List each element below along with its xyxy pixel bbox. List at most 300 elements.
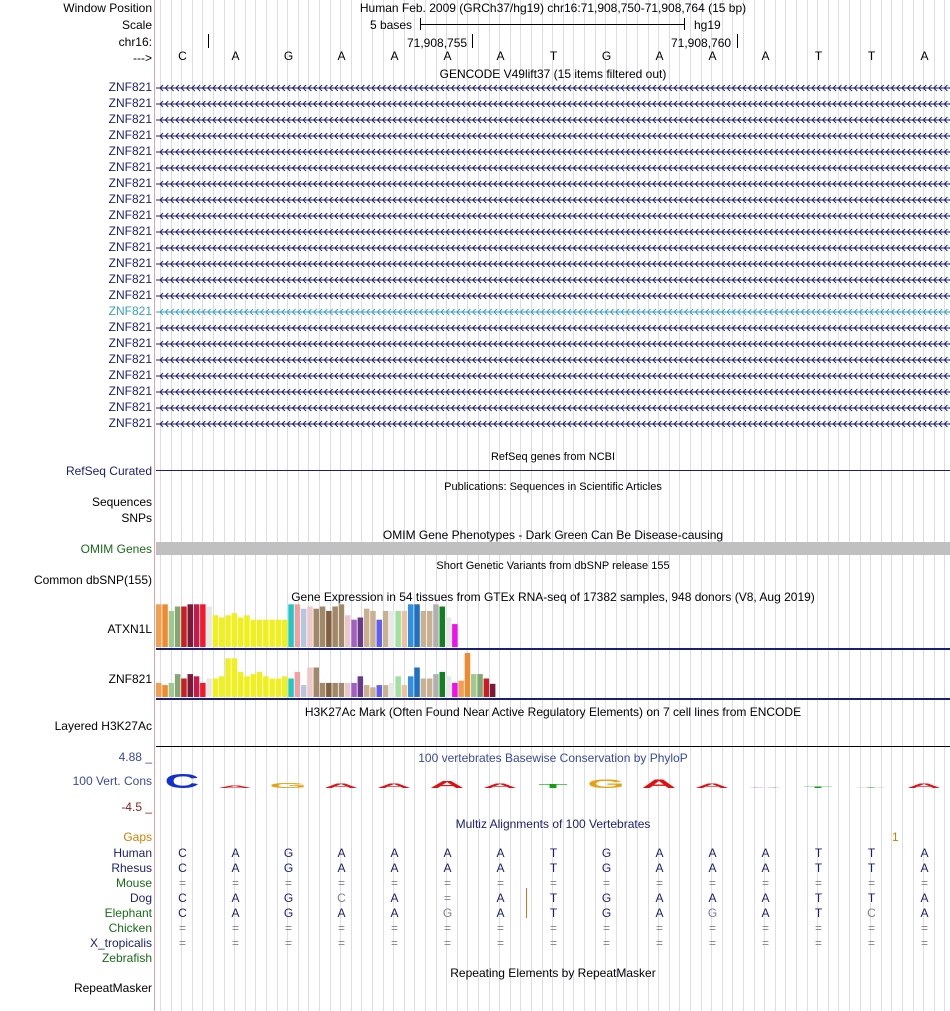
alignment-base: A bbox=[496, 906, 505, 920]
window-position-label: Window Position bbox=[63, 1, 152, 15]
znf821-tissue-bar[interactable] bbox=[213, 679, 219, 698]
phylop-base-letter: C bbox=[164, 770, 200, 793]
alignment-base: = bbox=[655, 876, 663, 890]
scale-bar-text: 5 bases bbox=[370, 18, 413, 32]
gene-feature[interactable] bbox=[156, 100, 950, 108]
znf821-tissue-bar[interactable] bbox=[351, 683, 357, 697]
pubs-track-title[interactable]: Publications: Sequences in Scientific Articles bbox=[444, 481, 662, 493]
track-label-divider bbox=[154, 0, 155, 1011]
alignment-base: = bbox=[178, 876, 186, 890]
gene-label[interactable]: ZNF821 bbox=[108, 80, 152, 94]
omim-feature-bar[interactable] bbox=[156, 542, 950, 555]
znf821-tissue-bar[interactable] bbox=[162, 685, 168, 697]
gene-label[interactable]: ZNF821 bbox=[108, 208, 152, 222]
alignment-base: A bbox=[390, 861, 399, 875]
alignment-base: = bbox=[231, 876, 239, 890]
alignment-base: A bbox=[390, 891, 399, 905]
alignment-base: T bbox=[549, 846, 558, 860]
gtex-bar-chart[interactable] bbox=[156, 600, 950, 702]
znf821-tissue-bar[interactable] bbox=[408, 676, 414, 697]
alignment-base: T bbox=[814, 906, 823, 920]
alignment-base: = bbox=[761, 936, 769, 950]
h3k27ac-track-title[interactable]: H3K27Ac Mark (Often Found Near Active Regulatory Elements) on 7 cell lines from ENCODE bbox=[304, 705, 802, 719]
gene-label[interactable]: ZNF821 bbox=[108, 224, 152, 238]
dna-base: A bbox=[231, 49, 240, 63]
scale-label: Scale bbox=[121, 18, 152, 32]
gene-feature[interactable] bbox=[156, 148, 950, 156]
znf821-tissue-bar[interactable] bbox=[332, 683, 338, 697]
pubs-label-snps[interactable]: SNPs bbox=[121, 511, 152, 525]
gene-label[interactable]: ZNF821 bbox=[108, 400, 152, 414]
atxn1l-tissue-bar[interactable] bbox=[370, 611, 376, 647]
assembly-position-title: Human Feb. 2009 (GRCh37/hg19) chr16:71,908,750-71,908,764 (15 bp) bbox=[359, 1, 747, 15]
gtex-gene-atxn1l[interactable]: ATXN1L bbox=[107, 622, 152, 636]
alignment-base: A bbox=[337, 906, 346, 920]
species-label[interactable]: Mouse bbox=[115, 876, 152, 890]
dna-base: G bbox=[601, 49, 612, 63]
dna-base: A bbox=[655, 49, 664, 63]
gene-feature[interactable] bbox=[156, 132, 950, 140]
znf821-tissue-bar[interactable] bbox=[452, 683, 458, 697]
atxn1l-tissue-bar[interactable] bbox=[175, 607, 181, 648]
atxn1l-tissue-bar[interactable] bbox=[156, 604, 162, 647]
alignment-base: G bbox=[601, 861, 612, 875]
gene-feature[interactable] bbox=[156, 340, 950, 348]
gencode-track-title[interactable]: GENCODE V49lift37 (15 items filtered out) bbox=[439, 67, 667, 81]
znf821-tissue-bar[interactable] bbox=[251, 674, 257, 697]
alignment-base: = bbox=[920, 921, 928, 935]
omim-track-title[interactable]: OMIM Gene Phenotypes - Dark Green Can Be Disease-causing bbox=[382, 528, 724, 542]
alignment-base: = bbox=[602, 936, 610, 950]
dbsnp-track-title[interactable]: Short Genetic Variants from dbSNP release 155 bbox=[436, 560, 670, 572]
atxn1l-tissue-bar[interactable] bbox=[269, 620, 275, 647]
alignment-base: = bbox=[761, 921, 769, 935]
phylop-base-letter: G bbox=[587, 777, 625, 791]
gene-feature[interactable] bbox=[156, 228, 950, 236]
alignment-base: = bbox=[284, 936, 292, 950]
phylop-base-letter: A bbox=[694, 782, 730, 790]
atxn1l-tissue-bar[interactable] bbox=[295, 604, 301, 647]
phylop-base-letter: A bbox=[323, 782, 359, 790]
dog-insertion-marker bbox=[526, 888, 527, 918]
gene-feature[interactable] bbox=[156, 164, 950, 172]
alignment-base: = bbox=[602, 876, 610, 890]
alignment-base: = bbox=[178, 921, 186, 935]
znf821-tissue-bar[interactable] bbox=[282, 676, 288, 697]
atxn1l-tissue-bar[interactable] bbox=[276, 620, 282, 647]
znf821-tissue-bar[interactable] bbox=[320, 683, 326, 697]
omim-label[interactable]: OMIM Genes bbox=[80, 542, 152, 556]
gene-label[interactable]: ZNF821 bbox=[108, 384, 152, 398]
znf821-tissue-bar[interactable] bbox=[414, 668, 420, 698]
znf821-tissue-bar[interactable] bbox=[364, 685, 370, 697]
znf821-tissue-bar[interactable] bbox=[232, 658, 238, 697]
atxn1l-tissue-bar[interactable] bbox=[307, 607, 313, 648]
alignment-base: = bbox=[867, 876, 875, 890]
scale-bar bbox=[420, 24, 684, 25]
atxn1l-tissue-bar[interactable] bbox=[301, 609, 307, 647]
gene-feature[interactable] bbox=[156, 388, 950, 396]
atxn1l-tissue-bar[interactable] bbox=[452, 624, 458, 647]
alignment-base: A bbox=[761, 891, 770, 905]
znf821-tissue-bar[interactable] bbox=[263, 676, 269, 697]
znf821-tissue-bar[interactable] bbox=[395, 676, 401, 697]
phylop-base-letter: T bbox=[538, 783, 568, 790]
znf821-tissue-bar[interactable] bbox=[194, 676, 200, 697]
alignment-base: A bbox=[231, 846, 240, 860]
alignment-base: G bbox=[442, 906, 453, 920]
gene-label[interactable]: ZNF821 bbox=[108, 416, 152, 430]
atxn1l-tissue-bar[interactable] bbox=[194, 604, 200, 647]
gene-feature[interactable] bbox=[156, 404, 950, 412]
alignment-base: = bbox=[496, 921, 504, 935]
atxn1l-tissue-bar[interactable] bbox=[339, 604, 345, 647]
species-label[interactable]: Rhesus bbox=[111, 861, 152, 875]
alignment-base: = bbox=[549, 876, 557, 890]
atxn1l-tissue-bar[interactable] bbox=[232, 613, 238, 647]
znf821-tissue-bar[interactable] bbox=[188, 674, 194, 697]
alignment-base: A bbox=[920, 891, 929, 905]
gene-label[interactable]: ZNF821 bbox=[108, 240, 152, 254]
species-label[interactable]: Human bbox=[113, 846, 152, 860]
dna-base: A bbox=[708, 49, 717, 63]
gene-label[interactable]: ZNF821 bbox=[108, 288, 152, 302]
znf821-tissue-bar[interactable] bbox=[465, 653, 471, 697]
atxn1l-tissue-bar[interactable] bbox=[282, 620, 288, 647]
phylop-base-letter: A bbox=[376, 782, 412, 790]
ruler-tick-label: 71,908,760 bbox=[671, 36, 732, 50]
znf821-tissue-bar[interactable] bbox=[238, 672, 244, 697]
alignment-base: = bbox=[708, 876, 716, 890]
alignment-base: T bbox=[867, 891, 876, 905]
znf821-tissue-bar[interactable] bbox=[301, 685, 307, 697]
znf821-tissue-bar[interactable] bbox=[257, 672, 263, 697]
alignment-base: = bbox=[920, 936, 928, 950]
znf821-tissue-bar[interactable] bbox=[326, 683, 332, 697]
phylop-base-letter: A bbox=[217, 784, 253, 789]
znf821-tissue-bar[interactable] bbox=[433, 674, 439, 697]
alignment-base: = bbox=[337, 921, 345, 935]
atxn1l-tissue-bar[interactable] bbox=[314, 609, 320, 647]
alignment-base: = bbox=[231, 921, 239, 935]
znf821-tissue-bar[interactable] bbox=[314, 668, 320, 698]
alignment-base: A bbox=[655, 906, 664, 920]
alignment-base: = bbox=[814, 936, 822, 950]
znf821-tissue-bar[interactable] bbox=[269, 679, 275, 698]
znf821-tissue-bar[interactable] bbox=[288, 679, 294, 698]
alignment-base: G bbox=[601, 891, 612, 905]
alignment-base: A bbox=[496, 891, 505, 905]
atxn1l-tissue-bar[interactable] bbox=[421, 611, 427, 647]
alignment-base: = bbox=[337, 936, 345, 950]
znf821-tissue-bar[interactable] bbox=[219, 676, 225, 697]
znf821-tissue-bar[interactable] bbox=[156, 683, 162, 697]
gene-label[interactable]: ZNF821 bbox=[108, 160, 152, 174]
gene-label[interactable]: ZNF821 bbox=[108, 304, 152, 318]
alignment-base: T bbox=[814, 846, 823, 860]
atxn1l-tissue-bar[interactable] bbox=[358, 618, 364, 648]
gene-feature[interactable] bbox=[156, 324, 950, 332]
alignment-base: = bbox=[867, 936, 875, 950]
atxn1l-tissue-bar[interactable] bbox=[244, 615, 250, 647]
alignment-base: T bbox=[549, 861, 558, 875]
gene-feature[interactable] bbox=[156, 276, 950, 284]
gene-feature[interactable] bbox=[156, 372, 950, 380]
phylop-track-title[interactable]: 100 vertebrates Basewise Conservation by PhyloP bbox=[418, 751, 688, 765]
dna-base: A bbox=[390, 49, 399, 63]
znf821-baseline bbox=[156, 698, 950, 700]
alignment-base: = bbox=[761, 876, 769, 890]
chrom-label: chr16: bbox=[118, 35, 152, 49]
gene-feature[interactable] bbox=[156, 244, 950, 252]
dbsnp-label[interactable]: Common dbSNP(155) bbox=[33, 573, 152, 587]
gene-label[interactable]: ZNF821 bbox=[108, 272, 152, 286]
atxn1l-tissue-bar[interactable] bbox=[377, 620, 383, 647]
gene-label[interactable]: ZNF821 bbox=[108, 192, 152, 206]
phylop-base-letter: G bbox=[269, 781, 307, 790]
alignment-base: A bbox=[496, 846, 505, 860]
atxn1l-tissue-bar[interactable] bbox=[351, 620, 357, 647]
znf821-tissue-bar[interactable] bbox=[427, 679, 433, 698]
znf821-tissue-bar[interactable] bbox=[458, 681, 464, 697]
phylop-base-letter: A bbox=[429, 779, 465, 791]
alignment-base: = bbox=[284, 921, 292, 935]
gtex-track-title[interactable]: Gene Expression in 54 tissues from GTEx RNA-seq of 17382 samples, 948 donors (V8, Aug 2019) bbox=[291, 590, 815, 604]
gene-feature[interactable] bbox=[156, 260, 950, 268]
alignment-base: A bbox=[443, 861, 452, 875]
species-label[interactable]: Chicken bbox=[108, 921, 152, 935]
atxn1l-tissue-bar[interactable] bbox=[440, 607, 446, 648]
alignment-base: A bbox=[231, 891, 240, 905]
znf821-tissue-bar[interactable] bbox=[421, 679, 427, 698]
alignment-base: A bbox=[337, 861, 346, 875]
dna-base: C bbox=[178, 49, 187, 63]
repeatmasker-track-title[interactable]: Repeating Elements by RepeatMasker bbox=[450, 966, 656, 980]
phylop-base-letter: A bbox=[482, 782, 518, 790]
znf821-tissue-bar[interactable] bbox=[345, 683, 351, 697]
znf821-tissue-bar[interactable] bbox=[169, 683, 175, 697]
znf821-tissue-bar[interactable] bbox=[358, 676, 364, 697]
multiz-track-title[interactable]: Multiz Alignments of 100 Vertebrates bbox=[455, 817, 651, 831]
znf821-tissue-bar[interactable] bbox=[477, 674, 483, 697]
alignment-base: A bbox=[655, 861, 664, 875]
gene-feature[interactable] bbox=[156, 116, 950, 124]
znf821-tissue-bar[interactable] bbox=[383, 685, 389, 697]
species-label[interactable]: Elephant bbox=[104, 906, 152, 920]
znf821-tissue-bar[interactable] bbox=[206, 679, 212, 698]
atxn1l-tissue-bar[interactable] bbox=[345, 615, 351, 647]
znf821-tissue-bar[interactable] bbox=[181, 679, 187, 698]
alignment-base: G bbox=[283, 846, 294, 860]
znf821-tissue-bar[interactable] bbox=[402, 685, 408, 697]
alignment-base: A bbox=[390, 846, 399, 860]
atxn1l-tissue-bar[interactable] bbox=[251, 620, 257, 647]
znf821-tissue-bar[interactable] bbox=[446, 676, 452, 697]
repeatmasker-label[interactable]: RepeatMasker bbox=[73, 981, 152, 995]
refseq-label[interactable]: RefSeq Curated bbox=[65, 464, 152, 478]
dna-base: A bbox=[761, 49, 770, 63]
alignment-base: T bbox=[549, 891, 558, 905]
alignment-base: = bbox=[496, 876, 504, 890]
alignment-base: C bbox=[867, 906, 876, 920]
znf821-tissue-bar[interactable] bbox=[370, 687, 376, 697]
refseq-track-title[interactable]: RefSeq genes from NCBI bbox=[490, 451, 616, 463]
alignment-base: T bbox=[867, 861, 876, 875]
gene-label[interactable]: ZNF821 bbox=[108, 144, 152, 158]
alignment-base: T bbox=[867, 846, 876, 860]
znf821-tissue-bar[interactable] bbox=[440, 672, 446, 697]
alignment-base: A bbox=[231, 906, 240, 920]
alignment-base: = bbox=[284, 876, 292, 890]
atxn1l-tissue-bar[interactable] bbox=[288, 604, 294, 647]
alignment-base: G bbox=[707, 906, 718, 920]
alignment-base: A bbox=[337, 846, 346, 860]
gene-feature[interactable] bbox=[156, 420, 950, 428]
alignment-base: = bbox=[496, 936, 504, 950]
gene-label[interactable]: ZNF821 bbox=[108, 96, 152, 110]
alignment-base: C bbox=[337, 891, 346, 905]
atxn1l-tissue-bar[interactable] bbox=[364, 609, 370, 647]
atxn1l-tissue-bar[interactable] bbox=[162, 604, 168, 647]
gene-feature[interactable] bbox=[156, 292, 950, 300]
gene-feature[interactable] bbox=[156, 196, 950, 204]
alignment-base: = bbox=[549, 936, 557, 950]
alignment-base: A bbox=[655, 891, 664, 905]
gene-label[interactable]: ZNF821 bbox=[108, 128, 152, 142]
znf821-tissue-bar[interactable] bbox=[225, 658, 231, 697]
alignment-base: C bbox=[178, 906, 187, 920]
znf821-tissue-bar[interactable] bbox=[377, 685, 383, 697]
alignment-base: = bbox=[602, 921, 610, 935]
atxn1l-tissue-bar[interactable] bbox=[225, 615, 231, 647]
gtex-gene-znf821[interactable]: ZNF821 bbox=[108, 672, 152, 686]
phylop-base-letter: A bbox=[641, 777, 677, 791]
species-label[interactable]: Zebrafish bbox=[101, 951, 152, 965]
phylop-ymin: -4.5 _ bbox=[121, 800, 152, 814]
gene-feature[interactable] bbox=[156, 212, 950, 220]
atxn1l-tissue-bar[interactable] bbox=[169, 611, 175, 647]
alignment-base: = bbox=[708, 936, 716, 950]
atxn1l-tissue-bar[interactable] bbox=[402, 611, 408, 647]
atxn1l-tissue-bar[interactable] bbox=[427, 611, 433, 647]
dna-base: A bbox=[337, 49, 346, 63]
h3k27ac-label[interactable]: Layered H3K27Ac bbox=[54, 719, 152, 733]
atxn1l-tissue-bar[interactable] bbox=[238, 618, 244, 648]
phylop-logo[interactable] bbox=[156, 762, 950, 802]
alignment-base: G bbox=[601, 906, 612, 920]
gene-label[interactable]: ZNF821 bbox=[108, 256, 152, 270]
znf821-tissue-bar[interactable] bbox=[471, 674, 477, 697]
refseq-gene-line[interactable] bbox=[156, 470, 950, 471]
phylop-base-letter: T bbox=[803, 786, 833, 789]
znf821-tissue-bar[interactable] bbox=[307, 668, 313, 698]
alignment-base: = bbox=[390, 936, 398, 950]
alignment-base: A bbox=[708, 891, 717, 905]
gene-label[interactable]: ZNF821 bbox=[108, 320, 152, 334]
alignment-base: T bbox=[549, 906, 558, 920]
alignment-base: G bbox=[283, 891, 294, 905]
alignment-base: = bbox=[443, 936, 451, 950]
dna-base: A bbox=[496, 49, 505, 63]
znf821-tissue-bar[interactable] bbox=[276, 679, 282, 698]
znf821-tissue-bar[interactable] bbox=[490, 684, 496, 697]
atxn1l-tissue-bar[interactable] bbox=[206, 607, 212, 648]
gene-feature[interactable] bbox=[156, 308, 950, 316]
atxn1l-tissue-bar[interactable] bbox=[326, 611, 332, 647]
gene-feature[interactable] bbox=[156, 356, 950, 364]
pubs-label-sequences[interactable]: Sequences bbox=[91, 495, 152, 509]
species-label[interactable]: X_tropicalis bbox=[89, 936, 152, 950]
phylop-label[interactable]: 100 Vert. Cons bbox=[72, 774, 152, 788]
znf821-tissue-bar[interactable] bbox=[295, 672, 301, 697]
znf821-tissue-bar[interactable] bbox=[175, 674, 181, 697]
alignment-base: = bbox=[231, 936, 239, 950]
dna-base: A bbox=[920, 49, 929, 63]
dna-base: T bbox=[867, 49, 876, 63]
atxn1l-tissue-bar[interactable] bbox=[433, 604, 439, 647]
strand-label: ---> bbox=[133, 51, 152, 65]
atxn1l-tissue-bar[interactable] bbox=[332, 607, 338, 648]
atxn1l-tissue-bar[interactable] bbox=[257, 620, 263, 647]
atxn1l-tissue-bar[interactable] bbox=[395, 611, 401, 647]
atxn1l-tissue-bar[interactable] bbox=[414, 604, 420, 647]
atxn1l-tissue-bar[interactable] bbox=[213, 615, 219, 647]
dna-base: T bbox=[814, 49, 823, 63]
znf821-tissue-bar[interactable] bbox=[484, 679, 490, 698]
alignment-base: A bbox=[708, 861, 717, 875]
atxn1l-tissue-bar[interactable] bbox=[408, 604, 414, 647]
alignment-base: A bbox=[761, 906, 770, 920]
gene-label[interactable]: ZNF821 bbox=[108, 352, 152, 366]
alignment-base: A bbox=[920, 846, 929, 860]
znf821-tissue-bar[interactable] bbox=[244, 676, 250, 697]
phylop-base-letter: T bbox=[856, 786, 886, 789]
gene-label[interactable]: ZNF821 bbox=[108, 368, 152, 382]
atxn1l-tissue-bar[interactable] bbox=[446, 618, 452, 648]
gene-label[interactable]: ZNF821 bbox=[108, 112, 152, 126]
gene-label[interactable]: ZNF821 bbox=[108, 176, 152, 190]
gaps-value: 1 bbox=[892, 830, 899, 844]
alignment-base: = bbox=[390, 876, 398, 890]
gene-label[interactable]: ZNF821 bbox=[108, 336, 152, 350]
dna-base: G bbox=[283, 49, 294, 63]
znf821-tissue-bar[interactable] bbox=[339, 683, 345, 697]
scale-db: hg19 bbox=[694, 18, 721, 32]
alignment-base: = bbox=[867, 921, 875, 935]
atxn1l-tissue-bar[interactable] bbox=[181, 607, 187, 648]
atxn1l-tissue-bar[interactable] bbox=[320, 607, 326, 648]
gene-feature[interactable] bbox=[156, 180, 950, 188]
alignment-base: A bbox=[708, 846, 717, 860]
phylop-base-letter: A bbox=[747, 786, 783, 789]
alignment-base: G bbox=[601, 846, 612, 860]
atxn1l-tissue-bar[interactable] bbox=[188, 604, 194, 647]
znf821-tissue-bar[interactable] bbox=[389, 683, 395, 697]
h3k27ac-baseline bbox=[156, 746, 950, 747]
atxn1l-tissue-bar[interactable] bbox=[383, 611, 389, 647]
atxn1l-tissue-bar[interactable] bbox=[219, 618, 225, 648]
gene-feature[interactable] bbox=[156, 84, 950, 92]
species-label[interactable]: Dog bbox=[129, 891, 152, 905]
atxn1l-tissue-bar[interactable] bbox=[389, 611, 395, 647]
dna-base: A bbox=[443, 49, 452, 63]
atxn1l-tissue-bar[interactable] bbox=[200, 604, 206, 647]
atxn1l-tissue-bar[interactable] bbox=[263, 620, 269, 647]
znf821-tissue-bar[interactable] bbox=[200, 683, 206, 697]
alignment-base: A bbox=[761, 861, 770, 875]
alignment-base: = bbox=[655, 936, 663, 950]
ruler-tick-label: 71,908,755 bbox=[407, 36, 468, 50]
